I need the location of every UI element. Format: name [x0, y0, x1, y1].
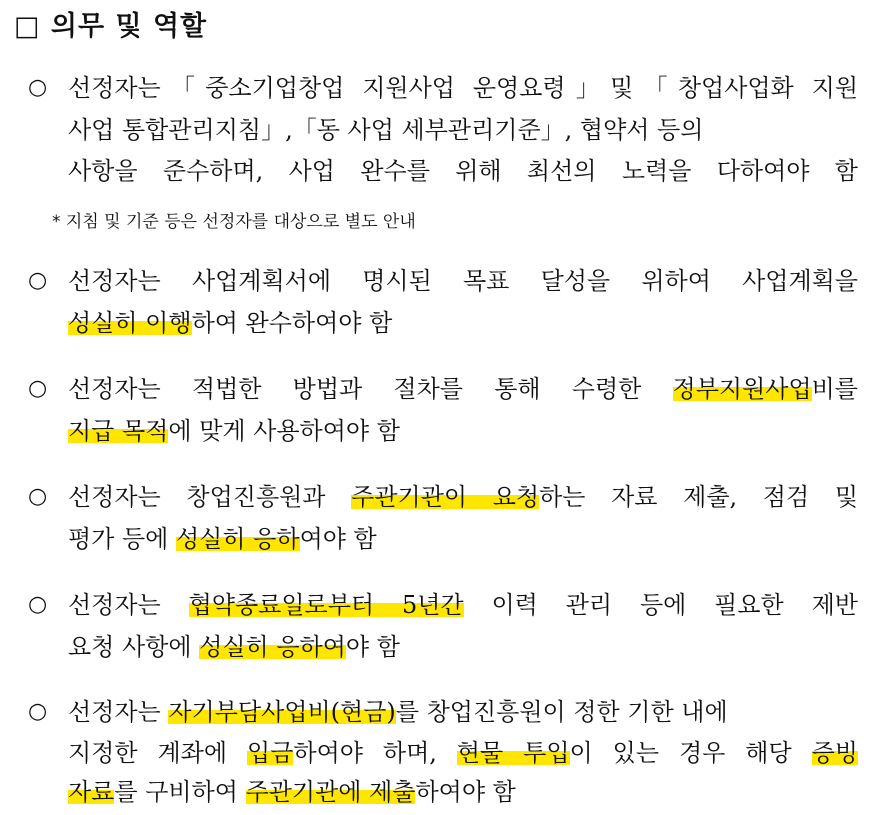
item-4-line-1: 선정자는 창업진흥원과 주관기관이 요청하는 자료 제출, 점검 및 [68, 483, 858, 511]
highlight: 정부지원사업 [672, 375, 812, 403]
highlight: 협약종료일로부터 5년간 [188, 591, 464, 619]
highlight: 증빙 [811, 739, 858, 767]
highlight: 성실히 응하여 [199, 633, 346, 661]
item-1-note: * 지침 및 기준 등은 선정자를 대상으로 별도 안내 [52, 212, 416, 232]
highlight: 성실히 이행 [68, 309, 192, 337]
item-1-line-2: 사업 통합관리지침」,「동 사업 세부관리기준」, 협약서 등의 [68, 116, 704, 144]
bullet-icon: ○ [28, 376, 48, 401]
bullet-icon: ○ [28, 268, 48, 293]
section-title: □ 의무 및 역할 [14, 11, 208, 42]
bullet-icon: ○ [28, 592, 48, 617]
item-5-line-1: 선정자는 협약종료일로부터 5년간 이력 관리 등에 필요한 제반 [68, 591, 858, 619]
item-3-line-1: 선정자는 적법한 방법과 절차를 통해 수령한 정부지원사업비를 [68, 375, 858, 403]
highlight: 현물 투입 [456, 739, 570, 767]
item-3-line-2: 지급 목적에 맞게 사용하여야 함 [68, 417, 400, 445]
item-1-line-3: 사항을 준수하며, 사업 완수를 위해 최선의 노력을 다하여야 함 [68, 157, 858, 185]
bullet-icon: ○ [28, 75, 48, 100]
item-4-line-2: 평가 등에 성실히 응하여야 함 [68, 525, 377, 553]
item-6-line-2: 지정한 계좌에 입금하여야 하며, 현물 투입이 있는 경우 해당 증빙 [68, 739, 858, 767]
item-2-line-1: 선정자는 사업계획서에 명시된 목표 달성을 위하여 사업계획을 [68, 267, 858, 295]
highlight: 지급 목적 [68, 417, 169, 445]
item-5-line-2: 요청 사항에 성실히 응하여야 함 [68, 633, 400, 661]
highlight: 입금 [247, 739, 294, 767]
highlight: 주관기관에 제출 [245, 778, 416, 806]
bullet-icon: ○ [28, 699, 48, 724]
item-6-line-3: 자료를 구비하여 주관기관에 제출하여야 함 [68, 778, 516, 806]
bullet-icon: ○ [28, 484, 48, 509]
highlight: 자료 [68, 778, 115, 806]
highlight: 주관기관이 요청 [351, 483, 540, 511]
item-2-line-2: 성실히 이행하여 완수하여야 함 [68, 309, 393, 337]
item-6-line-1: 선정자는 자기부담사업비(현금)를 창업진흥원이 정한 기한 내에 [68, 698, 728, 726]
item-1-line-1: 선정자는「중소기업창업 지원사업 운영요령」및「창업사업화 지원 [68, 74, 858, 102]
highlight: 성실히 응하 [176, 525, 300, 553]
highlight: 자기부담사업비(현금) [168, 698, 396, 726]
